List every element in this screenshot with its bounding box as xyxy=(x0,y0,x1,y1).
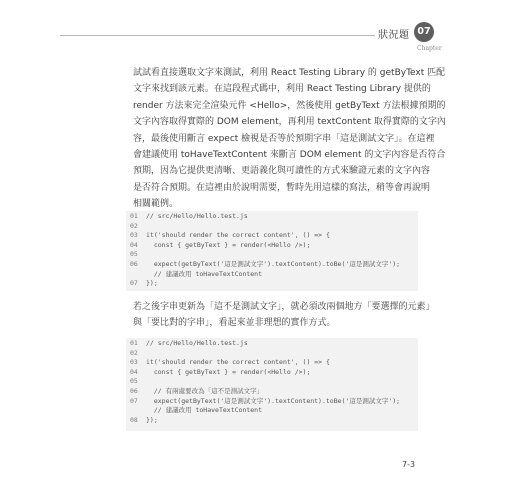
code-text xyxy=(146,377,418,387)
code-text: }); xyxy=(146,279,158,288)
line-number: 08 xyxy=(130,415,138,424)
line-number xyxy=(126,270,146,280)
code-line xyxy=(126,416,418,426)
page-number: 7-3 xyxy=(402,460,416,469)
paragraph-line: 試試看直接選取文字來測試，利用 React Testing Library 的 getByText 匹配 xyxy=(133,68,446,78)
paragraph-line: 相關範例。 xyxy=(133,199,179,210)
header-rule xyxy=(60,35,375,36)
line-number: 07 xyxy=(130,279,138,288)
paragraph-line: 是否符合預期。在這裡由於說明需要，暫時先用這樣的寫法，稍等會再說明 xyxy=(133,182,431,193)
chapter-label: Chapter xyxy=(417,45,442,52)
code-text: // 有兩處要改為「這不是測試文字」 xyxy=(146,386,264,395)
line-number: 06 xyxy=(130,386,138,395)
chapter-number-badge: 07 xyxy=(414,22,434,42)
code-line xyxy=(126,406,418,416)
paragraph-line: 若之後字串更新為「這不是測試文字」，就必須改兩個地方「要選擇的元素」 xyxy=(133,302,435,312)
code-line xyxy=(126,231,418,241)
code-line xyxy=(126,212,418,222)
code-line xyxy=(126,349,418,359)
line-number: 06 xyxy=(130,259,138,268)
code-line xyxy=(126,387,418,397)
code-block-2 xyxy=(126,338,418,431)
code-text: expect(getByText('這是測試文字').textContent).toBe('這是測試文字'); xyxy=(146,259,401,268)
line-number: 03 xyxy=(130,231,138,240)
code-text xyxy=(146,349,418,359)
code-text: // src/Hello/Hello.test.js xyxy=(146,339,248,347)
paragraph-line: 文字來找到該元素。在這段程式碼中，利用 React Testing Library 提供的 xyxy=(133,84,431,95)
code-line xyxy=(126,397,418,407)
line-number xyxy=(126,406,146,416)
paragraph-line: render 方法來完全渲染元件 <Hello>，然後使用 getByText 方法根據預期的 xyxy=(133,100,446,111)
line-number: 05 xyxy=(130,250,138,259)
paragraph-line: 會建議使用 toHaveTextContent 來斷言 DOM element 的文字內容是否符合 xyxy=(133,150,446,161)
chapter-title: 狀況題 xyxy=(378,30,410,41)
code-text: const { getByText } = render(<Hello />); xyxy=(146,367,311,376)
code-line xyxy=(126,377,418,387)
code-text: // 建議改用 toHaveTextContent xyxy=(146,406,263,415)
code-text: // src/Hello/Hello.test.js xyxy=(146,212,248,220)
code-line xyxy=(126,222,418,232)
code-text: it('should render the correct content', () => { xyxy=(146,358,330,367)
line-number: 02 xyxy=(130,348,138,357)
line-number: 01 xyxy=(130,212,138,220)
intro-paragraph xyxy=(133,65,446,213)
line-number: 03 xyxy=(130,358,138,367)
code-line xyxy=(126,270,418,280)
code-line xyxy=(126,260,418,270)
paragraph-line: 與「要比對的字串」，看起來並非理想的實作方式。 xyxy=(133,318,336,329)
code-line xyxy=(126,241,418,251)
paragraph-line: 預期，因為它提供更清晰、更語義化與可讀性的方式來驗證元素的文字內容 xyxy=(133,166,431,177)
code-text: const { getByText } = render(<Hello />); xyxy=(146,240,311,249)
code-block-1 xyxy=(126,211,418,291)
line-number: 05 xyxy=(130,377,138,386)
line-number: 02 xyxy=(130,221,138,230)
code-text xyxy=(146,250,418,260)
line-number: 04 xyxy=(130,367,138,376)
code-text: // 建議改用 toHaveTextContent xyxy=(146,269,263,278)
paragraph-line: 容，最後使用斷言 expect 檢視是否等於預期字串「這是測試文字」。在這裡 xyxy=(133,133,435,144)
code-line xyxy=(126,339,418,349)
line-number: 04 xyxy=(130,240,138,249)
code-text: expect(getByText('這是測試文字').textContent).toBe('這是測試文字'); xyxy=(146,396,401,405)
code-text: }); xyxy=(146,415,158,424)
code-line xyxy=(126,279,418,289)
code-text: it('should render the correct content', () => { xyxy=(146,231,330,240)
code-text xyxy=(146,222,418,232)
followup-paragraph xyxy=(133,299,435,332)
code-line xyxy=(126,250,418,260)
line-number: 01 xyxy=(130,339,138,347)
paragraph-line: 文字內容取得實際的 DOM element，再利用 textContent 取得實際的文字內 xyxy=(133,117,446,128)
code-line xyxy=(126,368,418,378)
line-number: 07 xyxy=(130,396,138,405)
code-line xyxy=(126,358,418,368)
